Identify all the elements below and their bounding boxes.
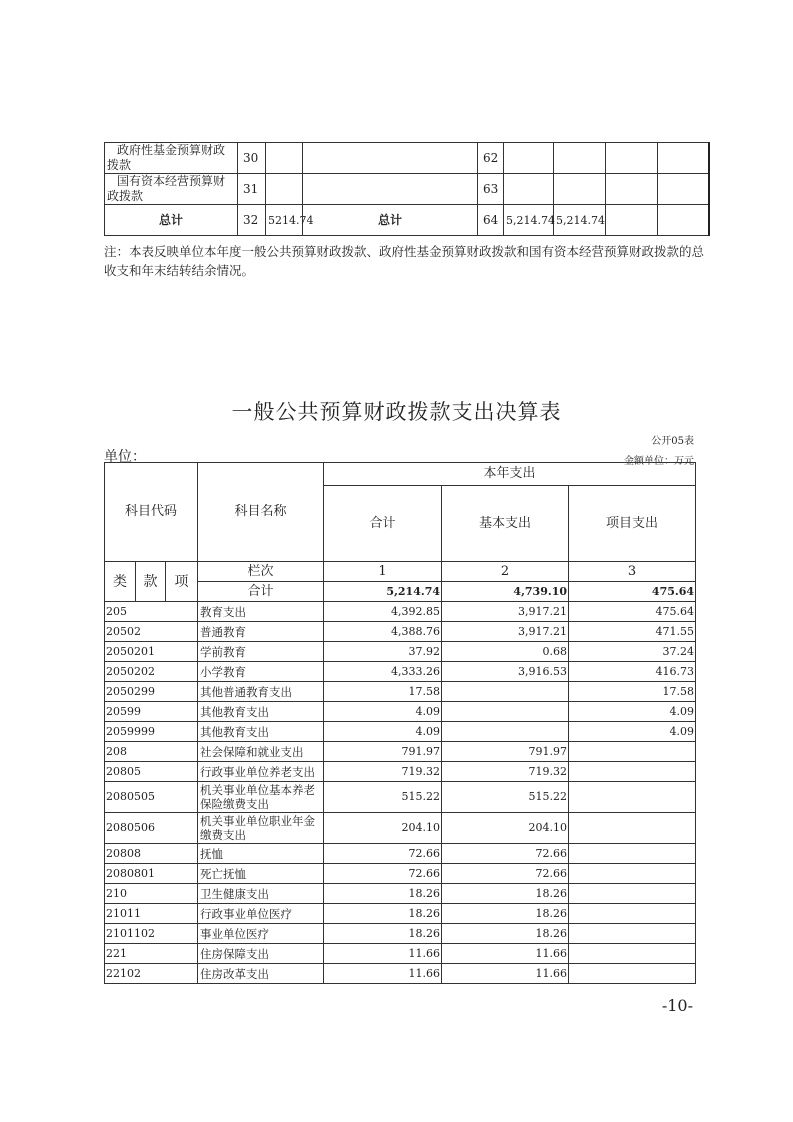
right-value-2: 5,214.74 (554, 205, 606, 236)
subject-code: 21011 (105, 904, 198, 924)
amount-total: 4.09 (324, 722, 442, 742)
right-value-1 (504, 143, 554, 174)
amount-basic: 719.32 (442, 762, 569, 782)
header-lei: 类 (105, 562, 136, 602)
subject-name: 社会保障和就业支出 (198, 742, 324, 762)
table-row (105, 904, 696, 924)
right-value-3 (606, 205, 658, 236)
subject-name: 其他教育支出 (198, 702, 324, 722)
amount-total: 18.26 (324, 884, 442, 904)
subject-name: 普通教育 (198, 622, 324, 642)
header-xiang: 项 (166, 562, 198, 602)
table-row (105, 722, 696, 742)
table-row (105, 813, 696, 844)
amount-basic: 18.26 (442, 884, 569, 904)
amount-project (569, 762, 696, 782)
amount-basic: 3,916.53 (442, 662, 569, 682)
table-row (105, 622, 696, 642)
right-line-number: 63 (478, 174, 504, 205)
subject-code: 20808 (105, 844, 198, 864)
row-label: 国有资本经营预算财政拨款 (105, 174, 238, 205)
form-number: 公开05表 (651, 436, 694, 447)
table-row (105, 762, 696, 782)
amount-project: 4.09 (569, 702, 696, 722)
amount-total: 18.26 (324, 924, 442, 944)
amount-total: 11.66 (324, 944, 442, 964)
amount-project (569, 782, 696, 813)
header-basic: 基本支出 (442, 486, 569, 562)
col-index-2: 2 (442, 562, 569, 582)
amount-project (569, 844, 696, 864)
amount-total: 4.09 (324, 702, 442, 722)
line-number: 31 (238, 174, 266, 205)
subject-code: 2050202 (105, 662, 198, 682)
report-title: 一般公共预算财政拨款支出决算表 (231, 400, 562, 424)
header-subject-name: 科目名称 (198, 463, 324, 562)
right-value-4 (658, 143, 709, 174)
subject-code: 210 (105, 884, 198, 904)
subject-name: 小学教育 (198, 662, 324, 682)
table-note: 注：本表反映单位本年度一般公共预算财政拨款、政府性基金预算财政拨款和国有资本经营预算财政拨款的总收支和年末结转结余情况。 (104, 244, 705, 278)
col-index-1: 1 (324, 562, 442, 582)
amount-total: 4,392.85 (324, 602, 442, 622)
unit-label: 单位： (104, 449, 146, 465)
subject-name: 学前教育 (198, 642, 324, 662)
header-kuan: 款 (136, 562, 166, 602)
right-line-number: 62 (478, 143, 504, 174)
amount-total: 719.32 (324, 762, 442, 782)
right-label: 总计 (303, 205, 478, 236)
subject-code: 208 (105, 742, 198, 762)
header-subject-code: 科目代码 (105, 463, 198, 562)
right-value-2 (554, 174, 606, 205)
amount-total: 17.58 (324, 682, 442, 702)
amount-basic: 3,917.21 (442, 622, 569, 642)
amount-total: 4,388.76 (324, 622, 442, 642)
amount-basic: 18.26 (442, 904, 569, 924)
page-number: -10- (661, 996, 693, 1015)
table-row (105, 964, 696, 984)
subject-code: 2080801 (105, 864, 198, 884)
amount-project (569, 944, 696, 964)
sum-project: 475.64 (569, 582, 696, 602)
header-column-index: 栏次 (198, 562, 324, 582)
table-row (105, 864, 696, 884)
subject-code: 2059999 (105, 722, 198, 742)
summary-row (105, 143, 709, 174)
amount-project: 475.64 (569, 602, 696, 622)
subject-name: 机关事业单位职业年金缴费支出 (198, 813, 324, 844)
right-value-4 (658, 205, 709, 236)
subject-code: 221 (105, 944, 198, 964)
table-row (105, 782, 696, 813)
amount-total: 72.66 (324, 844, 442, 864)
table-row (105, 844, 696, 864)
right-value-3 (606, 143, 658, 174)
amount-project (569, 864, 696, 884)
sum-total: 5,214.74 (324, 582, 442, 602)
amount-project: 37.24 (569, 642, 696, 662)
amount-basic (442, 722, 569, 742)
amount-project: 471.55 (569, 622, 696, 642)
income-expense-summary-table (104, 142, 710, 236)
summary-row (105, 205, 709, 236)
subject-code: 20502 (105, 622, 198, 642)
right-value-3 (606, 174, 658, 205)
subject-name: 住房改革支出 (198, 964, 324, 984)
row-value (266, 143, 303, 174)
subject-name: 事业单位医疗 (198, 924, 324, 944)
right-value-4 (658, 174, 709, 205)
table-row (105, 742, 696, 762)
table-row (105, 602, 696, 622)
amount-project (569, 964, 696, 984)
row-label: 总计 (105, 205, 238, 236)
line-number: 32 (238, 205, 266, 236)
amount-total: 18.26 (324, 904, 442, 924)
amount-basic: 204.10 (442, 813, 569, 844)
subject-code: 2080505 (105, 782, 198, 813)
amount-project (569, 904, 696, 924)
table-row (105, 642, 696, 662)
amount-basic: 72.66 (442, 864, 569, 884)
amount-total: 791.97 (324, 742, 442, 762)
money-unit: 金额单位：万元 (624, 456, 694, 467)
table-row (105, 884, 696, 904)
amount-basic (442, 702, 569, 722)
subject-code: 20599 (105, 702, 198, 722)
subject-code: 2080506 (105, 813, 198, 844)
subject-name: 其他教育支出 (198, 722, 324, 742)
amount-project: 17.58 (569, 682, 696, 702)
subject-code: 205 (105, 602, 198, 622)
amount-basic: 11.66 (442, 964, 569, 984)
amount-basic: 3,917.21 (442, 602, 569, 622)
subject-name: 机关事业单位基本养老保险缴费支出 (198, 782, 324, 813)
subject-name: 死亡抚恤 (198, 864, 324, 884)
amount-basic: 791.97 (442, 742, 569, 762)
table-row (105, 702, 696, 722)
right-value-1 (504, 174, 554, 205)
amount-project (569, 924, 696, 944)
amount-total: 72.66 (324, 864, 442, 884)
amount-basic: 72.66 (442, 844, 569, 864)
header-current-year: 本年支出 (324, 463, 696, 486)
table-row (105, 924, 696, 944)
subject-code: 20805 (105, 762, 198, 782)
subject-code: 2101102 (105, 924, 198, 944)
header-project: 项目支出 (569, 486, 696, 562)
sum-label: 合计 (198, 582, 324, 602)
table-row (105, 682, 696, 702)
amount-project: 4.09 (569, 722, 696, 742)
amount-project (569, 813, 696, 844)
subject-name: 住房保障支出 (198, 944, 324, 964)
subject-name: 行政事业单位医疗 (198, 904, 324, 924)
subject-name: 其他普通教育支出 (198, 682, 324, 702)
summary-row (105, 174, 709, 205)
expenditure-table (104, 462, 696, 984)
amount-basic: 11.66 (442, 944, 569, 964)
amount-total: 204.10 (324, 813, 442, 844)
amount-basic: 0.68 (442, 642, 569, 662)
row-value (266, 174, 303, 205)
right-value-1: 5,214.74 (504, 205, 554, 236)
right-label (303, 143, 478, 174)
amount-total: 4,333.26 (324, 662, 442, 682)
row-label: 政府性基金预算财政拨款 (105, 143, 238, 174)
amount-total: 515.22 (324, 782, 442, 813)
subject-name: 抚恤 (198, 844, 324, 864)
amount-project (569, 884, 696, 904)
subject-name: 教育支出 (198, 602, 324, 622)
row-value: 5214.74 (266, 205, 303, 236)
right-value-2 (554, 143, 606, 174)
subject-code: 2050201 (105, 642, 198, 662)
amount-basic: 18.26 (442, 924, 569, 944)
amount-total: 11.66 (324, 964, 442, 984)
amount-total: 37.92 (324, 642, 442, 662)
amount-project (569, 742, 696, 762)
table-row (105, 944, 696, 964)
table-row (105, 662, 696, 682)
subject-name: 行政事业单位养老支出 (198, 762, 324, 782)
amount-basic (442, 682, 569, 702)
subject-code: 2050299 (105, 682, 198, 702)
right-label (303, 174, 478, 205)
amount-project: 416.73 (569, 662, 696, 682)
line-number: 30 (238, 143, 266, 174)
header-total: 合计 (324, 486, 442, 562)
subject-code: 22102 (105, 964, 198, 984)
subject-name: 卫生健康支出 (198, 884, 324, 904)
amount-basic: 515.22 (442, 782, 569, 813)
right-line-number: 64 (478, 205, 504, 236)
col-index-3: 3 (569, 562, 696, 582)
sum-basic: 4,739.10 (442, 582, 569, 602)
